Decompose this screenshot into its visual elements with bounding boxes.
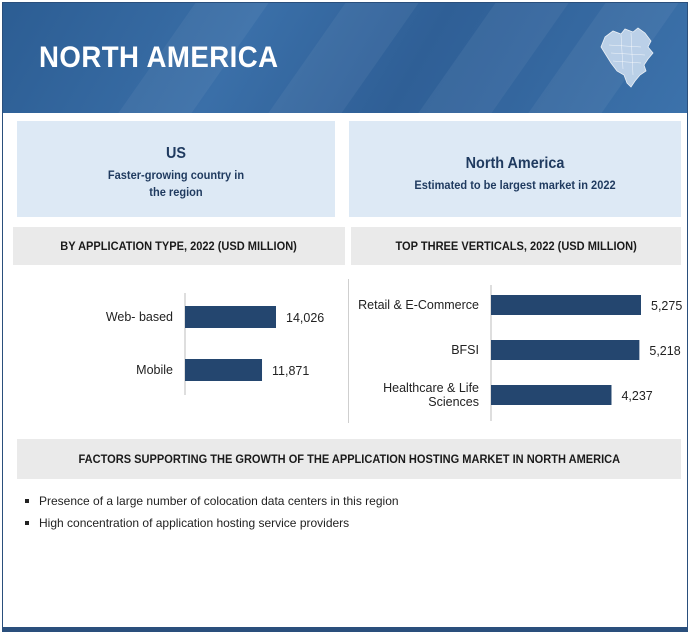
value-label-2: 4,237 xyxy=(621,389,653,403)
us-card-title: US xyxy=(165,145,186,162)
infographic-frame xyxy=(2,2,688,632)
us-card xyxy=(17,121,335,217)
value-label-0: 5,275 xyxy=(651,299,683,313)
factor-item: High concentration of application hosting service providers xyxy=(25,515,399,537)
na-card xyxy=(349,121,681,217)
bar-1 xyxy=(491,340,639,360)
factor-item: Presence of a large number of colocation data centers in this region xyxy=(25,493,399,515)
value-label-1: 11,871 xyxy=(272,364,310,378)
na-card-title: North America xyxy=(465,155,565,172)
value-label-1: 5,218 xyxy=(649,344,681,358)
application-type-heading xyxy=(13,227,345,265)
us-card-line2: the region xyxy=(149,185,203,199)
verticals-heading xyxy=(351,227,681,265)
factors-list xyxy=(25,493,399,537)
bar-1 xyxy=(185,359,262,381)
bar-2 xyxy=(491,385,611,405)
na-card-subtitle: Estimated to be largest market in 2022 xyxy=(414,178,616,192)
bar-0 xyxy=(185,306,276,328)
category-label-1: Mobile xyxy=(136,363,173,377)
application-type-chart xyxy=(13,279,347,423)
category-label-0: Web- based xyxy=(105,310,173,324)
factors-heading-text: FACTORS SUPPORTING THE GROWTH OF THE APPLICATION HOSTING MARKET IN NORTH AMERICA xyxy=(78,452,620,466)
bottom-bar xyxy=(3,627,687,631)
chart-divider xyxy=(348,279,349,423)
us-card-line1: Faster-growing country in xyxy=(107,168,245,182)
banner-title: NORTH AMERICA xyxy=(39,41,279,74)
factors-heading xyxy=(17,439,681,479)
category-label-1: BFSI xyxy=(451,343,479,357)
value-label-0: 14,026 xyxy=(286,311,325,325)
north-america-map-icon xyxy=(591,23,663,95)
banner xyxy=(3,3,687,113)
category-label-0: Retail & E-Commerce xyxy=(358,298,479,312)
bar-0 xyxy=(491,295,641,315)
verticals-heading-text: TOP THREE VERTICALS, 2022 (USD MILLION) xyxy=(395,239,637,253)
category-label-2: Healthcare & Life Sciences xyxy=(383,381,479,409)
verticals-chart xyxy=(351,279,687,423)
application-type-heading-text: BY APPLICATION TYPE, 2022 (USD MILLION) xyxy=(60,239,298,253)
